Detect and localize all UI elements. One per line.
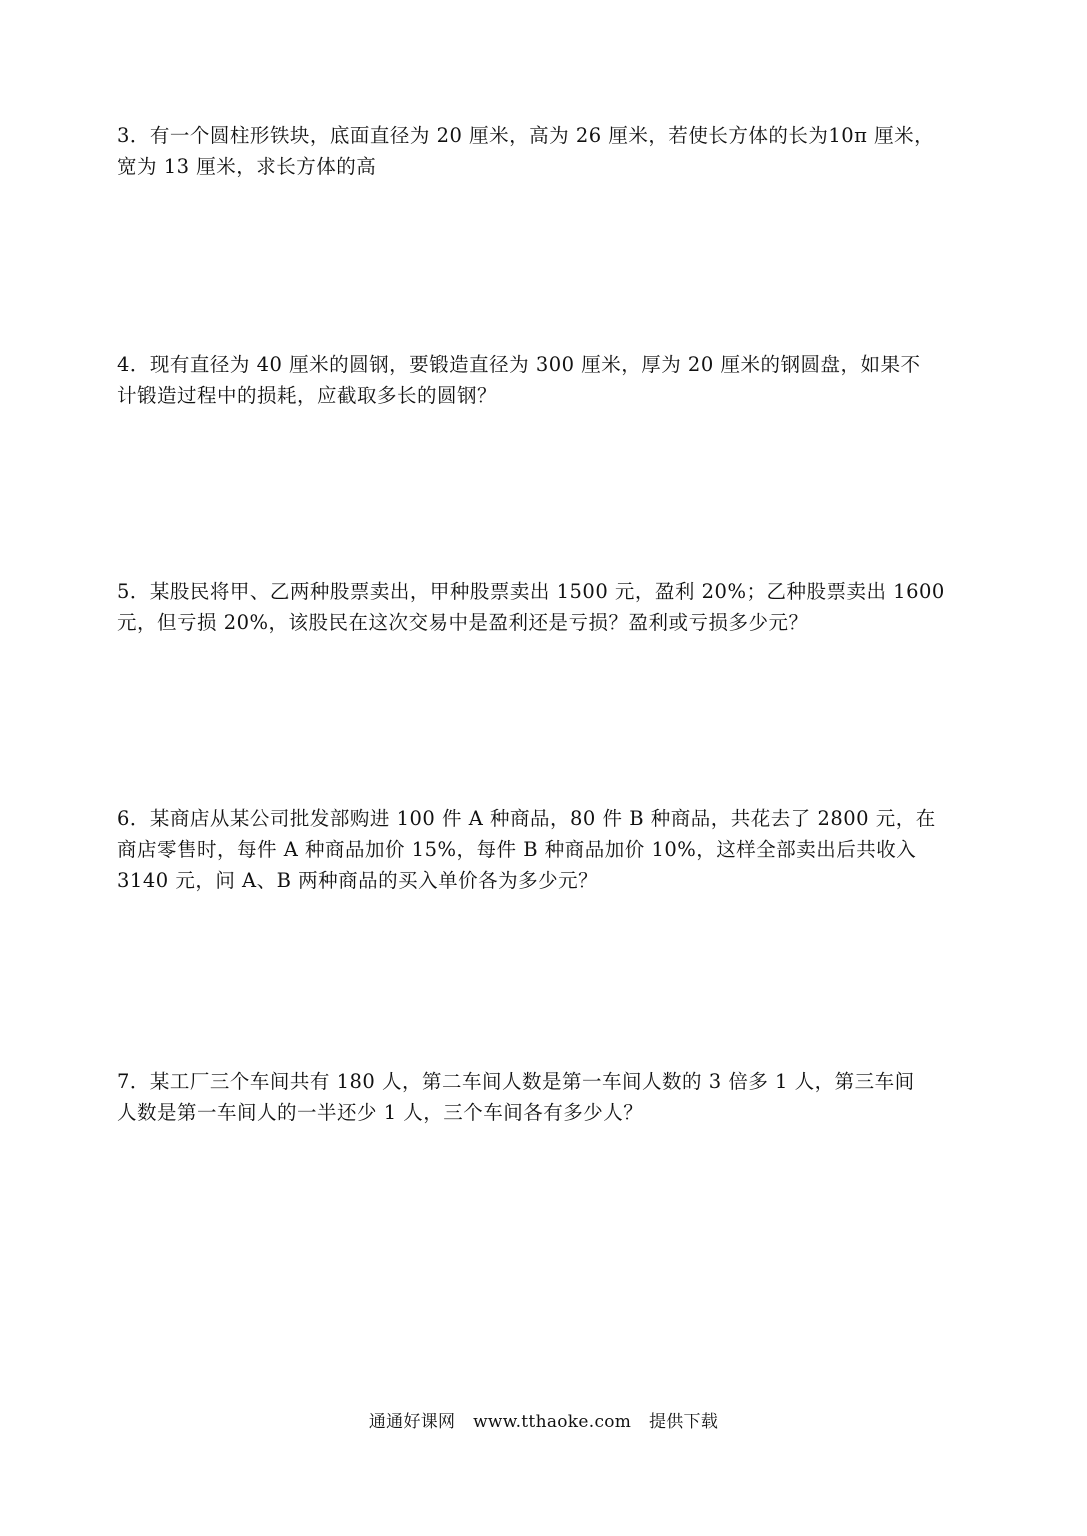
problem-line: 商店零售时，每件 A 种商品加价 15%，每件 B 种商品加价 10%，这样全部卖出后共收入 [117,838,917,861]
footer-url: www.tthaoke.com [473,1412,632,1432]
problem-6 [117,803,977,896]
problem-line: 6．某商店从某公司批发部购进 100 件 A 种商品，80 件 B 种商品，共花去了 2800 元，在 [117,807,936,830]
problem-7 [117,1066,977,1128]
problem-5 [117,576,977,638]
problem-line: 计锻造过程中的损耗，应截取多长的圆钢？ [117,384,498,407]
problem-3 [117,120,977,182]
problem-4 [117,349,977,411]
footer-site-name: 通通好课网 [368,1412,456,1432]
footer-suffix: 提供下载 [648,1412,719,1432]
problem-line: 宽为 13 厘米，求长方体的高 [117,155,377,178]
problem-line: 3．有一个圆柱形铁块，底面直径为 20 厘米，高为 26 厘米，若使长方体的长为10π 厘米， [117,124,935,147]
problem-line: 元，但亏损 20%，该股民在这次交易中是盈利还是亏损？盈利或亏损多少元？ [117,611,809,634]
problem-line: 4．现有直径为 40 厘米的圆钢，要锻造直径为 300 厘米，厚为 20 厘米的钢圆盘，如果不 [117,353,921,376]
problem-line: 人数是第一车间人的一半还少 1 人，三个车间各有多少人？ [117,1101,644,1124]
problem-line: 5．某股民将甲、乙两种股票卖出，甲种股票卖出 1500 元，盈利 20%；乙种股票卖出 1600 [117,580,945,603]
page-footer [0,1407,1087,1432]
problem-line: 7．某工厂三个车间共有 180 人，第二车间人数是第一车间人数的 3 倍多 1 人，第三车间 [117,1070,915,1093]
problem-line: 3140 元，问 A、B 两种商品的买入单价各为多少元？ [117,869,599,892]
